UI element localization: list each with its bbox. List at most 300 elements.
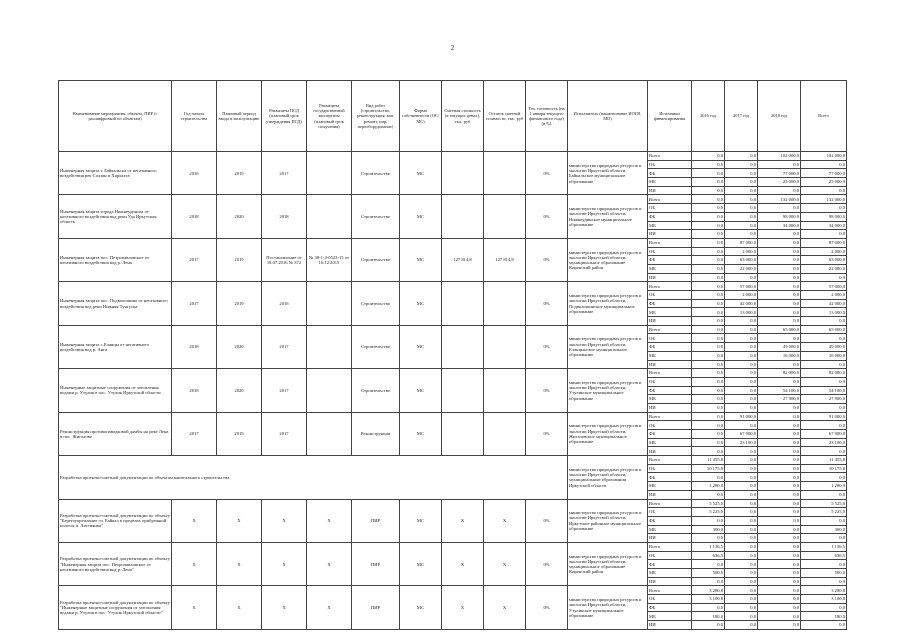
value-total: 13 000,0	[801, 308, 847, 317]
value-total: 102 000,0	[801, 152, 847, 161]
funding-source: МБ	[648, 525, 692, 534]
project-psd: 2017	[262, 152, 307, 195]
funding-source: Всего	[648, 456, 692, 465]
project-readiness: 0%	[526, 542, 568, 585]
project-start-year: 2018	[172, 325, 217, 368]
value-2018: 0,0	[758, 577, 801, 586]
value-2017: 0,0	[725, 343, 758, 352]
table-row	[59, 152, 847, 161]
value-total: 0,0	[801, 577, 847, 586]
project-readiness: 0%	[526, 369, 568, 412]
funding-source: Всего	[648, 542, 692, 551]
value-total: 0,0	[801, 560, 847, 569]
project-psd: 2016	[262, 282, 307, 325]
project-psd: X	[262, 542, 307, 585]
value-2018: 0,0	[758, 360, 801, 369]
value-2016: 11 455,8	[692, 456, 725, 465]
project-remainder	[484, 195, 526, 238]
value-total: 0,0	[801, 334, 847, 343]
project-start-year: X	[172, 499, 217, 542]
value-2016: 5 525,0	[692, 499, 725, 508]
value-2016: 0,0	[692, 534, 725, 543]
value-2018: 0,0	[758, 264, 801, 273]
value-2016: 0,0	[692, 412, 725, 421]
value-2018: 0,0	[758, 516, 801, 525]
value-2018: 0,0	[758, 603, 801, 612]
project-psd: 2017	[262, 369, 307, 412]
project-executor: министерство природных ресурсов и экологии Иркутской области, Жигаловское муниципальное образование	[568, 412, 648, 455]
value-2018: 0,0	[758, 464, 801, 473]
project-planned-year: 2020	[217, 195, 262, 238]
project-work-type: ПИР	[352, 586, 400, 629]
value-2016: 0,0	[692, 395, 725, 404]
table-row	[59, 282, 847, 291]
value-2018: 0,0	[758, 247, 801, 256]
funding-source: ИИ	[648, 447, 692, 456]
project-start-year: 2018	[172, 152, 217, 195]
value-total: 0,0	[801, 490, 847, 499]
funding-source: ОБ	[648, 291, 692, 300]
funding-source: МБ	[648, 612, 692, 621]
value-2018: 0,0	[758, 612, 801, 621]
value-2018: 0,0	[758, 473, 801, 482]
value-2016: 0,0	[692, 152, 725, 161]
value-2016: 0,0	[692, 603, 725, 612]
value-total: 0,0	[801, 317, 847, 326]
value-2016: 0,0	[692, 516, 725, 525]
project-remainder	[484, 412, 526, 455]
value-2017: 0,0	[725, 586, 758, 595]
value-2017: 13 000,0	[725, 308, 758, 317]
project-expertise	[307, 369, 352, 412]
funding-source: Всего	[648, 195, 692, 204]
project-executor: министерство природных ресурсов и экологии Иркутской области, Еланцынское муниципальное образование	[568, 325, 648, 368]
header-psd: Реквизиты ПСД (плановый срок утверждения ПСД)	[262, 81, 307, 152]
project-executor: министерство природных ресурсов и экологии Иркутской области, Байкальское муниципальное образование	[568, 152, 648, 195]
value-total: 180,0	[801, 612, 847, 621]
project-remainder	[484, 282, 526, 325]
value-2016: 10 175,8	[692, 464, 725, 473]
value-2016: 0,0	[692, 186, 725, 195]
project-start-year: X	[172, 586, 217, 629]
value-2017: 87 000,0	[725, 238, 758, 247]
project-estimate	[442, 412, 484, 455]
funding-source: МБ	[648, 395, 692, 404]
funding-source: МБ	[648, 308, 692, 317]
project-work-type: ПИР	[352, 542, 400, 585]
value-2017: 0,0	[725, 221, 758, 230]
project-estimate	[442, 195, 484, 238]
project-remainder: X	[484, 542, 526, 585]
value-2016: 0,0	[692, 403, 725, 412]
value-total: 67 900,0	[801, 430, 847, 439]
project-expertise: X	[307, 499, 352, 542]
funding-source: ФБ	[648, 169, 692, 178]
value-total: 0,0	[801, 421, 847, 430]
value-2018: 0,0	[758, 560, 801, 569]
value-2018: 0,0	[758, 186, 801, 195]
value-2016: 300,0	[692, 525, 725, 534]
header-2017: 2017 год	[725, 81, 758, 152]
project-expertise	[307, 412, 352, 455]
project-readiness: 0%	[526, 195, 568, 238]
value-2016: 0,0	[692, 351, 725, 360]
value-2016: 1 280,0	[692, 482, 725, 491]
funding-source: ОБ	[648, 204, 692, 213]
project-estimate: X	[442, 542, 484, 585]
funding-source: ИИ	[648, 490, 692, 499]
project-psd: 2018	[262, 195, 307, 238]
header-2016: 2016 год	[692, 81, 725, 152]
project-remainder: 127 814,8	[484, 238, 526, 281]
value-2017: 0,0	[725, 551, 758, 560]
table-row	[59, 325, 847, 334]
value-2017: 57 000,0	[725, 282, 758, 291]
project-readiness: 0%	[526, 152, 568, 195]
project-planned-year: X	[217, 542, 262, 585]
value-2017: 0,0	[725, 473, 758, 482]
value-2016: 636,5	[692, 551, 725, 560]
value-2018: 0,0	[758, 430, 801, 439]
funding-source: Всего	[648, 499, 692, 508]
funding-source: ФБ	[648, 212, 692, 221]
value-total: 0,0	[801, 403, 847, 412]
value-2017: 23 100,0	[725, 438, 758, 447]
value-2017: 0,0	[725, 534, 758, 543]
value-2018: 0,0	[758, 621, 801, 630]
project-work-type: ПИР	[352, 499, 400, 542]
value-2017: 0,0	[725, 169, 758, 178]
project-start-year: 2017	[172, 282, 217, 325]
funding-source: ФБ	[648, 343, 692, 352]
value-2017: 0,0	[725, 377, 758, 386]
table-row	[59, 542, 847, 551]
value-2018: 0,0	[758, 403, 801, 412]
funding-source: МБ	[648, 221, 692, 230]
project-estimate	[442, 282, 484, 325]
project-estimate: X	[442, 499, 484, 542]
value-2018: 0,0	[758, 230, 801, 239]
funding-source: ФБ	[648, 560, 692, 569]
project-ownership: МС	[400, 542, 442, 585]
value-total: 11 455,8	[801, 456, 847, 465]
project-name: Инженерная защита города Нижнеудинска от негативного воздействия вод реки Уда Иркутская область	[59, 195, 172, 238]
project-ownership: МС	[400, 325, 442, 368]
funding-source: ФБ	[648, 603, 692, 612]
value-total: 132 000,0	[801, 195, 847, 204]
value-2016: 1 136,5	[692, 542, 725, 551]
value-2017: 0,0	[725, 351, 758, 360]
value-total: 0,0	[801, 273, 847, 282]
project-psd: 2017	[262, 325, 307, 368]
value-2018: 0,0	[758, 160, 801, 169]
funding-source: ОБ	[648, 421, 692, 430]
value-2018: 0,0	[758, 542, 801, 551]
value-2017: 0,0	[725, 456, 758, 465]
value-2018: 54 100,0	[758, 386, 801, 395]
project-psd: Постановление от 18.07.2016 № 372	[262, 238, 307, 281]
funding-source: ОБ	[648, 508, 692, 517]
value-2016: 0,0	[692, 308, 725, 317]
table-row	[59, 369, 847, 378]
funding-source: ИИ	[648, 273, 692, 282]
value-2016: 0,0	[692, 273, 725, 282]
value-total: 300,0	[801, 525, 847, 534]
project-executor: министерство природных ресурсов и экологии Иркутской области, муниципальное образование Киренский район	[568, 542, 648, 585]
value-2018: 0,0	[758, 482, 801, 491]
project-ownership: МС	[400, 238, 442, 281]
project-start-year: 2017	[172, 238, 217, 281]
value-2018: 0,0	[758, 499, 801, 508]
table-row	[59, 238, 847, 247]
project-planned-year: 2020	[217, 369, 262, 412]
value-2017: 0,0	[725, 403, 758, 412]
funding-source: МБ	[648, 482, 692, 491]
project-planned-year: 2020	[217, 325, 262, 368]
funding-source: ФБ	[648, 473, 692, 482]
table-row	[59, 195, 847, 204]
value-2018: 98 000,0	[758, 212, 801, 221]
value-2018: 0,0	[758, 551, 801, 560]
value-2018: 16 000,0	[758, 351, 801, 360]
value-2016: 0,0	[692, 195, 725, 204]
project-readiness: 0%	[526, 282, 568, 325]
value-total: 0,0	[801, 534, 847, 543]
value-2018: 102 000,0	[758, 152, 801, 161]
project-expertise: X	[307, 542, 352, 585]
project-expertise	[307, 152, 352, 195]
value-2017: 0,0	[725, 273, 758, 282]
project-readiness: 0%	[526, 499, 568, 542]
value-2018: 0,0	[758, 238, 801, 247]
project-name: Реконструкция противопаводковой дамбы на реке Лена в пос. Жигалово	[59, 412, 172, 455]
value-2018: 82 000,0	[758, 369, 801, 378]
project-work-type: Строительство	[352, 238, 400, 281]
table-row	[59, 586, 847, 595]
value-total: 98 000,0	[801, 212, 847, 221]
value-2018: 0,0	[758, 273, 801, 282]
value-2018: 0,0	[758, 525, 801, 534]
funding-source: ИИ	[648, 534, 692, 543]
value-2017: 0,0	[725, 508, 758, 517]
header-executor: Исполнитель (наименование ИОГВ, МО)	[568, 81, 648, 152]
project-name: Инженерная защита пос. Петропавловское от негативного воздействия вод р. Лена	[59, 238, 172, 281]
funding-source: МБ	[648, 264, 692, 273]
value-2016: 0,0	[692, 238, 725, 247]
value-2018: 0,0	[758, 317, 801, 326]
value-total: 5 525,0	[801, 499, 847, 508]
project-executor: министерство природных ресурсов и экологии Иркутской области, Утуликское муниципальное образование	[568, 586, 648, 629]
project-executor: министерство природных ресурсов и экологии Иркутской области, Иркутское районное муниципальное образование	[568, 499, 648, 542]
value-total: 65 000,0	[801, 325, 847, 334]
header-remainder: Остаток сметной стоимости, тыс. руб	[484, 81, 526, 152]
value-2018: 0,0	[758, 421, 801, 430]
value-total: 0,0	[801, 621, 847, 630]
value-2017: 0,0	[725, 204, 758, 213]
project-name: Инженерная защита пос. Подволошино от негативного воздействия вод реки Нижняя Тунгуска	[59, 282, 172, 325]
value-2017: 0,0	[725, 447, 758, 456]
value-2018: 0,0	[758, 569, 801, 578]
header-planned-year: Плановый период ввода в эксплуатацию	[217, 81, 262, 152]
value-2016: 0,0	[692, 256, 725, 265]
project-remainder	[484, 325, 526, 368]
value-2016: 0,0	[692, 230, 725, 239]
value-2016: 0,0	[692, 621, 725, 630]
value-total: 3 100,8	[801, 595, 847, 604]
project-ownership: МС	[400, 586, 442, 629]
project-name: Инженерные защитные сооружения от затопления водами р. Утулик в пос. Утулик Иркутской области	[59, 369, 172, 412]
project-work-type: Строительство	[352, 195, 400, 238]
funding-source: Всего	[648, 238, 692, 247]
project-work-type: Строительство	[352, 282, 400, 325]
project-expertise	[307, 325, 352, 368]
value-2017: 0,0	[725, 178, 758, 187]
value-2017: 0,0	[725, 325, 758, 334]
value-2018: 0,0	[758, 334, 801, 343]
value-2017: 0,0	[725, 360, 758, 369]
value-2018: 0,0	[758, 308, 801, 317]
header-work-type: Вид работ (строительство, реконструкция, кап. ремонт, пир, переоборудование)	[352, 81, 400, 152]
funding-source: Всего	[648, 152, 692, 161]
value-2016: 180,0	[692, 612, 725, 621]
value-2017: 2 000,0	[725, 247, 758, 256]
project-readiness: 0%	[526, 325, 568, 368]
value-2016: 5 225,0	[692, 508, 725, 517]
project-estimate	[442, 325, 484, 368]
project-remainder	[484, 369, 526, 412]
value-2016: 0,0	[692, 560, 725, 569]
project-remainder	[484, 152, 526, 195]
project-planned-year: X	[217, 499, 262, 542]
header-ownership: Форма собственности (ОС/МС)	[400, 81, 442, 152]
value-2016: 0,0	[692, 577, 725, 586]
value-2016: 0,0	[692, 247, 725, 256]
value-total: 500,0	[801, 569, 847, 578]
value-2016: 0,0	[692, 490, 725, 499]
value-2016: 0,0	[692, 386, 725, 395]
value-total: 0,0	[801, 516, 847, 525]
value-2016: 0,0	[692, 360, 725, 369]
value-2018: 25 000,0	[758, 178, 801, 187]
project-planned-year: X	[217, 586, 262, 629]
funding-source: ИИ	[648, 577, 692, 586]
project-start-year: 2018	[172, 369, 217, 412]
value-2018: 34 000,0	[758, 221, 801, 230]
value-2017: 42 000,0	[725, 299, 758, 308]
value-total: 0,0	[801, 230, 847, 239]
value-2018: 0,0	[758, 534, 801, 543]
funding-source: МБ	[648, 351, 692, 360]
funding-source: ФБ	[648, 430, 692, 439]
funding-source: ФБ	[648, 516, 692, 525]
project-start-year: X	[172, 542, 217, 585]
funding-source: Всего	[648, 325, 692, 334]
value-total: 1 136,5	[801, 542, 847, 551]
value-2017: 0,0	[725, 490, 758, 499]
funding-source: ОБ	[648, 377, 692, 386]
table-row	[59, 499, 847, 508]
value-2016: 0,0	[692, 160, 725, 169]
project-readiness: 0%	[526, 412, 568, 455]
value-2018: 0,0	[758, 508, 801, 517]
value-total: 82 000,0	[801, 369, 847, 378]
value-2018: 0,0	[758, 377, 801, 386]
value-2016: 0,0	[692, 317, 725, 326]
value-2016: 0,0	[692, 421, 725, 430]
value-2016: 500,0	[692, 569, 725, 578]
value-2017: 0,0	[725, 621, 758, 630]
project-work-type: Строительство	[352, 369, 400, 412]
value-2018: 0,0	[758, 586, 801, 595]
value-total: 5 225,0	[801, 508, 847, 517]
funding-source: Всего	[648, 282, 692, 291]
project-estimate: X	[442, 586, 484, 629]
value-2017: 0,0	[725, 499, 758, 508]
project-estimate: 127 814,8	[442, 238, 484, 281]
value-2018: 0,0	[758, 299, 801, 308]
value-2018: 0,0	[758, 595, 801, 604]
value-total: 0,0	[801, 447, 847, 456]
value-total: 2 000,0	[801, 247, 847, 256]
value-2017: 0,0	[725, 212, 758, 221]
project-planned-year: 2019	[217, 282, 262, 325]
value-2016: 0,0	[692, 377, 725, 386]
value-total: 77 000,0	[801, 169, 847, 178]
value-2017: 63 000,0	[725, 256, 758, 265]
funding-source: ФБ	[648, 299, 692, 308]
value-2016: 0,0	[692, 343, 725, 352]
value-total: 0,0	[801, 473, 847, 482]
project-name: Разработка проектно-сметной документации по объекту "Инженерная защита пос. Петропавловское от негативного воздействия вод р. Лена"	[59, 542, 172, 585]
value-2016: 0,0	[692, 204, 725, 213]
value-total: 3 280,8	[801, 586, 847, 595]
funding-source: ОБ	[648, 247, 692, 256]
value-total: 0,0	[801, 160, 847, 169]
funding-source: ФБ	[648, 256, 692, 265]
value-2016: 0,0	[692, 430, 725, 439]
project-ownership: МС	[400, 499, 442, 542]
value-2017: 0,0	[725, 386, 758, 395]
value-2018: 65 000,0	[758, 325, 801, 334]
value-total: 25 000,0	[801, 178, 847, 187]
funding-source: ИИ	[648, 186, 692, 195]
value-total: 10 175,8	[801, 464, 847, 473]
value-2017: 0,0	[725, 195, 758, 204]
project-work-type: Строительство	[352, 152, 400, 195]
value-2017: 0,0	[725, 395, 758, 404]
value-2017: 0,0	[725, 482, 758, 491]
project-expertise	[307, 195, 352, 238]
value-2016: 0,0	[692, 325, 725, 334]
project-ownership: МС	[400, 195, 442, 238]
funding-source: МБ	[648, 178, 692, 187]
value-total: 63 000,0	[801, 256, 847, 265]
value-2018: 77 000,0	[758, 169, 801, 178]
value-2016: 0,0	[692, 447, 725, 456]
header-sources: Источники финансирования	[648, 81, 692, 152]
value-total: 0,0	[801, 377, 847, 386]
value-2018: 49 000,0	[758, 343, 801, 352]
project-remainder: X	[484, 586, 526, 629]
value-2016: 0,0	[692, 221, 725, 230]
value-total: 27 900,0	[801, 395, 847, 404]
value-2017: 0,0	[725, 317, 758, 326]
value-2016: 0,0	[692, 178, 725, 187]
project-executor: министерство природных ресурсов и экологии Иркутской области, Нижнеудинское муниципальное образование	[568, 195, 648, 238]
funding-source: ИИ	[648, 230, 692, 239]
header-readiness: Тех. готовность (на 1 января текущего финансового года) (в %)	[526, 81, 568, 152]
project-estimate	[442, 152, 484, 195]
